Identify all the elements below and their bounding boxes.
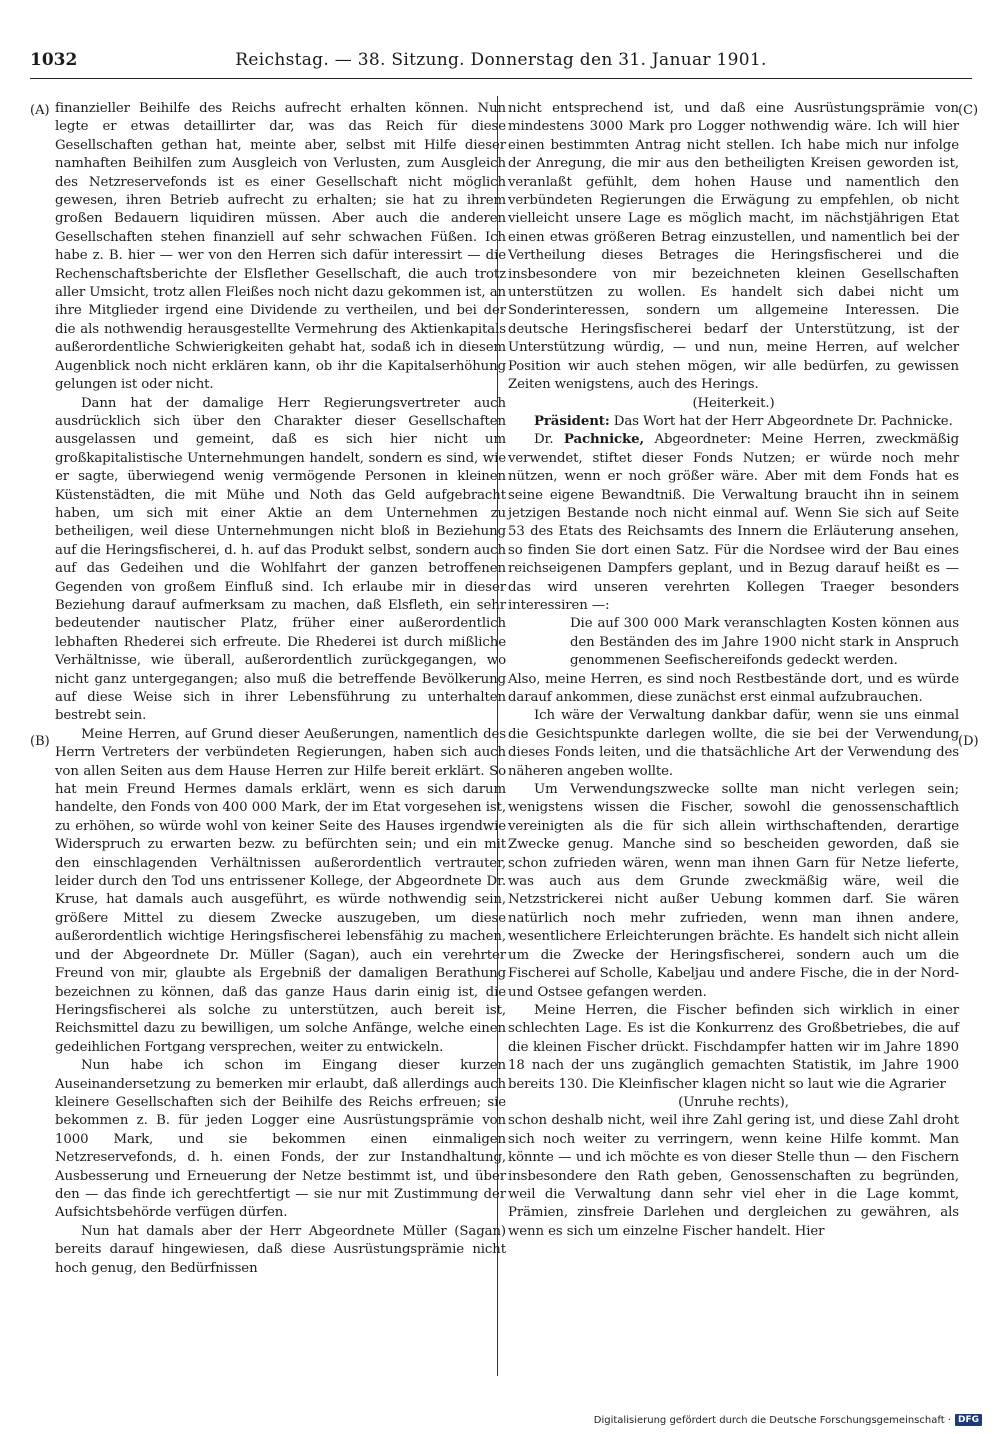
right-column (508, 100, 959, 1241)
page-number: 1032 (30, 50, 78, 70)
paragraph: finanzieller Beihilfe des Reichs aufrecht erhalten können. Nun legte er etwas detaillirter dar, was das Reich für diese Gesellschaften gethan hat, meinte aber, selbst mit Hilfe dieser namhaften Beihilfen zum Ausgleich von Verlusten, zum Ausgleich des Netzreservefonds ist es einer Gesellschaft nicht möglich gewesen, ihren Betrieb aufrecht zu erhalten; sie hat zu ihrem großen Bedauern liquidiren müssen. Aber auch die anderen Gesellschaften stehen finanziell auf sehr schwachen Füßen. Ich habe z. B. hier — wer von den Herren sich dafür interessirt — die Rechenschaftsberichte der Elsflether Gesellschaft, die auch trotz aller Umsicht, trotz allen Fleißes noch nicht dazu gekommen ist, an ihre Mitglieder irgend eine Dividende zu vertheilen, und bei der die als nothwendig herausgestellte Vermehrung des Aktienkapitals außerordentliche Schwierigkeiten gehabt hat, sodaß ich in diesem Augenblick noch nicht erklären kann, ob ihr die Kapitalserhöhung gelungen ist oder nicht. (55, 101, 506, 393)
paragraph: Meine Herren, die Fischer befinden sich wirklich in einer schlechten Lage. Es ist die Konkurrenz des Großbetriebes, die auf die kleinen Fischer drückt. Fischdampfer hatten wir im Jahre 1890 18 nach der uns zugänglich gemachten Statistik, im Jahre 1900 bereits 130. Die Kleinfischer klagen nicht so laut wie die Agrarier (508, 1002, 959, 1092)
president-statement (508, 413, 959, 431)
margin-mark-d: (D) (958, 734, 979, 749)
running-title: Reichstag. — 38. Sitzung. Donnerstag den 31. Januar 1901. (235, 50, 767, 70)
speaker-label: Präsident: (534, 413, 610, 429)
stage-direction: (Unruhe rechts), (678, 1094, 789, 1110)
margin-mark-b: (B) (30, 734, 50, 749)
page-header (30, 50, 972, 79)
paragraph: nicht entsprechend ist, und daß eine Ausrüstungsprämie von mindestens 3000 Mark pro Logger nothwendig wäre. Ich will hier einen bestimmten Antrag nicht stellen. Ich habe mich nur infolge der Anregung, die mir aus den betheiligten Kreisen geworden ist, veranlaßt gefühlt, dem hohen Hause und namentlich den verbündeten Regierungen die Erwägung zu empfehlen, ob nicht vielleicht unsere Lage es möglich macht, im nächstjährigen Etat einen etwas größeren Betrag einzustellen, und namentlich bei der Vertheilung dieses Betrages die Heringsfischerei und die insbesondere von mir bezeichneten kleinen Gesellschaften unterstützen zu wollen. Es handelt sich dabei nicht um Sonderinteressen, sondern um allgemeine Interessen. Die deutsche Heringsfischerei bedarf der Unterstützung, ist der Unterstützung würdig, — und nun, meine Herren, auf welcher Position wir auch stehen mögen, wir alle bedürfen, zu gewissen Zeiten wenigstens, auch des Herings. (508, 101, 959, 393)
block-quote: Die auf 300 000 Mark veranschlagten Kosten können aus den Beständen des im Jahre 1900 nicht stark in Anspruch genommenen Seefischereifonds gedeckt werden. (570, 616, 959, 669)
dfg-logo: DFG (955, 1414, 982, 1426)
speech-text: Abgeordneter: Meine Herren, zweckmäßig verwendet, stiftet dieser Fonds Nutzen; er würde noch mehr nützen, wenn er noch größer wäre. Aber mit dem Fonds hat es seine eigene Bewandtniß. Die Verwaltung braucht ihn in seinem jetzigen Bestande noch nicht einmal auf. Wenn Sie sich auf Seite 53 des Etats des Reichsamts des Innern die Erläuterung ansehen, so finden Sie dort einen Satz. Für die Nordsee wird der Bau eines reichseigenen Dampfers geplant, und in Bezug darauf heißt es — das wird unseren verehrten Kollegen Traeger besonders interessiren —: (508, 432, 959, 613)
paragraph: Um Verwendungszwecke sollte man nicht verlegen sein; wenigstens wissen die Fischer, sowohl die genossenschaftlich vereinigten als die für sich allein wirthschaftenden, derartige Zwecke genug. Manche sind so bescheiden geworden, daß sie schon zufrieden wären, wenn man ihnen Garn für Netze lieferte, was auch aus dem Grunde zweckmäßig wäre, weil die Netzstrickerei nicht außer Uebung kommen darf. Sie wären natürlich noch mehr zufrieden, wenn man ihnen andere, wesentlichere Erleichterungen brächte. Es handelt sich nicht allein um die Zwecke der Heringsfischerei, sondern auch um die Fischerei auf Scholle, Kabeljau und andere Fische, die in der Nord- und Ostsee gefangen werden. (508, 782, 959, 1000)
paragraph: Dann hat der damalige Herr Regierungsvertreter auch ausdrücklich sich über den Charakter dieser Gesellschaften ausgelassen und gemeint, daß es sich hier nicht um großkapitalistische Unternehmungen handelt, sondern es sind, wie er sagte, überwiegend wenig vermögende Personen in kleinen Küstenstädten, die mit Mühe und Noth das Geld aufgebracht haben, um sich mit einer Aktie an dem Unternehmen zu betheiligen, weil diese Unternehmungen nicht bloß in Beziehung auf die Heringsfischerei, d. h. auf das Produkt selbst, sondern auch auf das Gedeihen und die Wohlfahrt der ganzen betroffenen Gegenden von großem Einfluß sind. Ich erlaube mir in dieser Beziehung darauf aufmerksam zu machen, daß Elsfleth, ein sehr bedeutender nautischer Platz, früher einer außerordentlich lebhaften Rhederei sich erfreute. Die Rhederei ist durch mißliche Verhältnisse, wie überall, außerordentlich zurückgegangen, wo nicht ganz untergegangen; also muß die betreffende Bevölkerung auf diese Weise sich in ihrer Lebensführung zu unterhalten bestrebt sein. (55, 395, 506, 724)
footer-credit (594, 1414, 982, 1426)
margin-mark-a: (A) (30, 103, 50, 118)
speaker-title: Dr. (534, 432, 554, 448)
paragraph: Meine Herren, auf Grund dieser Aeußerungen, namentlich des Herrn Vertreters der verbündeten Regierungen, haben sich auch von allen Seiten aus dem Hause Herren zur Hilfe bereit erklärt. So hat mein Freund Hermes damals erklärt, wenn es sich darum handelte, den Fonds von 400 000 Mark, der im Etat vorgesehen ist, zu erhöhen, so würde wohl von keiner Seite des Hauses irgendwie Widerspruch zu erwarten bezw. zu befürchten sein; und ein mit den einschlagenden Verhältnissen außerordentlich vertrauter, leider durch den Tod uns entrissener Kollege, der Abgeordnete Dr. Kruse, hat damals auch ausgeführt, es würde nothwendig sein, größere Mittel zu diesem Zwecke auszugeben, um diese außerordentlich wichtige Heringsfischerei lebensfähig zu machen, und der Abgeordnete Dr. Müller (Sagan), auch ein verehrter Freund von mir, glaubte als Ergebniß der damaligen Berathung bezeichnen zu können, daß das ganze Haus darin einig ist, die Heringsfischerei als solche zu unterstützen, auch bereit ist, Reichsmittel dazu zu bewilligen, um solche Anfänge, welche einen gedeihlichen Fortgang versprechen, weiter zu entwickeln. (55, 726, 506, 1055)
speech-opening (508, 431, 959, 615)
paragraph: schon deshalb nicht, weil ihre Zahl gering ist, und diese Zahl droht sich noch weiter zu verringern, wenn keine Hilfe kommt. Man könnte — und ich möchte es von dieser Stelle thun — den Fischern insbesondere den Rath geben, Genossenschaften zu begründen, weil die Verwaltung dann sehr viel eher in die Lage kommt, Prämien, zinsfreie Darlehen und dergleichen zu gewähren, als wenn es sich um einzelne Fischer handelt. Hier (508, 1113, 959, 1239)
paragraph: Nun hat damals aber der Herr Abgeordnete Müller (Sagan) bereits darauf hingewiesen, daß diese Ausrüstungsprämie nicht hoch genug, den Bedürfnissen (55, 1223, 506, 1276)
paragraph: Nun habe ich schon im Eingang dieser kurzen Auseinandersetzung zu bemerken mir erlaubt, daß allerdings auch kleinere Gesellschaften sich der Beihilfe des Reichs erfreuen; sie bekommen z. B. für jeden Logger eine Ausrüstungsprämie von 1000 Mark, und sie bekommen einen einmaligen Netzreservefonds, d. h. einen Fonds, der zur Instandhaltung, Ausbesserung und Erneuerung der Netze bestimmt ist, und über den — das finde ich gerechtfertigt — sie nur mit Zustimmung der Aufsichtsbehörde verfügen dürfen. (55, 1058, 506, 1221)
president-text: Das Wort hat der Herr Abgeordnete Dr. Pachnicke. (613, 413, 953, 429)
margin-mark-c: (C) (958, 103, 979, 118)
paragraph: Also, meine Herren, es sind noch Restbestände dort, und es würde darauf ankommen, diese zunächst erst einmal aufzubrauchen. (508, 671, 959, 705)
footer-text: Digitalisierung gefördert durch die Deutsche Forschungsgemeinschaft · (593, 1414, 951, 1426)
speaker-name: Pachnicke, (563, 432, 645, 448)
left-column (55, 100, 506, 1278)
paragraph: Ich wäre der Verwaltung dankbar dafür, wenn sie uns einmal die Gesichtspunkte darlegen wollte, die sie bei der Verwendung dieses Fonds leiten, und die thatsächliche Art der Verwendung des näheren angeben wollte. (508, 708, 959, 779)
stage-direction: (Heiterkeit.) (692, 395, 775, 411)
